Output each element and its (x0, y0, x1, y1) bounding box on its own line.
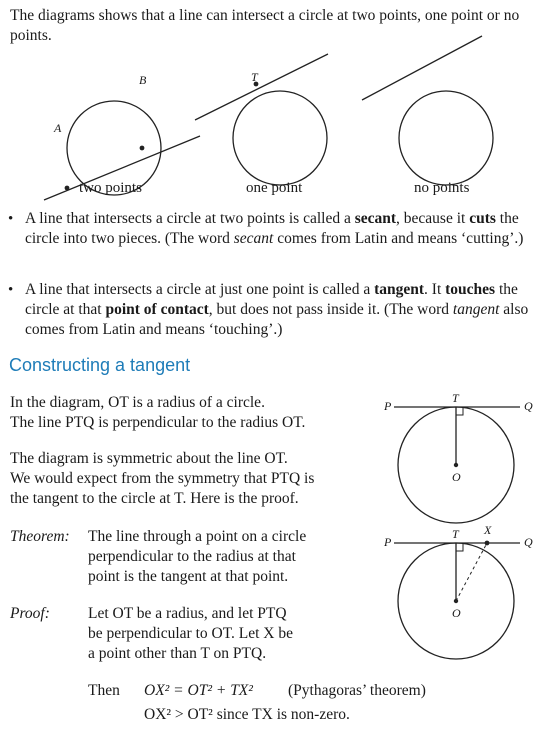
label-a: A (54, 121, 62, 135)
label-t: T (452, 527, 459, 541)
point-x (485, 541, 490, 546)
figure-proof (380, 523, 539, 646)
label-o: O (452, 606, 461, 620)
centre-o (454, 463, 458, 467)
theorem-text: The line through a point on a circle perpendicular to the radius at that point is the tangent at that point. (88, 528, 307, 585)
label-o: O (452, 470, 461, 484)
label-b: B (139, 73, 147, 87)
label-p: P (384, 399, 392, 413)
circle-one-point (233, 91, 327, 185)
paragraph-2: The diagram is symmetric about the line OT. We would expect from the symmetry that PTQ is the tangent to the circle at T. Here is the proof. (10, 450, 315, 507)
point-a (65, 186, 70, 191)
right-angle-mark (456, 543, 463, 551)
tangent-line (195, 54, 328, 120)
circle-no-points (399, 91, 493, 185)
label-q: Q (524, 535, 533, 549)
equation-1: OX² = OT² + TX² (144, 682, 253, 699)
segment-ox (456, 543, 487, 601)
intro-text: The diagrams shows that a line can intersect a circle at two points, one point or no points. (10, 7, 520, 44)
right-angle-mark (456, 407, 463, 415)
point-b (140, 146, 145, 151)
figure-tangent-construction (380, 390, 539, 510)
caption-two-points: two points (79, 180, 142, 196)
paragraph-1: In the diagram, OT is a radius of a circle. The line PTQ is perpendicular to the radius OT. (10, 394, 306, 431)
label-q: Q (524, 399, 533, 413)
then-label: Then (88, 682, 120, 699)
label-t: T (452, 391, 459, 405)
bullet-tangent: • A line that intersects a circle at just one point is called a tangent. It touches the circle at that point of contact, but does not pass inside it. (The word tangent also comes from Latin and means ‘touching’.) (8, 281, 529, 338)
centre-o (454, 599, 458, 603)
section-heading: Constructing a tangent (9, 355, 191, 375)
label-p: P (384, 535, 392, 549)
theorem-label: Theorem: (10, 528, 70, 545)
proof-label: Proof: (10, 605, 50, 622)
bullet-secant: • A line that intersects a circle at two points is called a secant, because it cuts the circle into two pieces. (The word secant comes from Latin and means ‘cutting’.) (8, 210, 524, 247)
label-x: X (484, 523, 492, 537)
figure-line-circle-intersections (0, 60, 539, 180)
caption-no-points: no points (414, 180, 470, 196)
label-t: T (251, 70, 258, 84)
equation-1-note: (Pythagoras’ theorem) (288, 682, 426, 699)
equation-2: OX² > OT² since TX is non-zero. (144, 706, 350, 723)
caption-one-point: one point (246, 180, 303, 196)
proof-text: Let OT be a radius, and let PTQ be perpendicular to OT. Let X be a point other than T on PTQ. (88, 605, 294, 662)
